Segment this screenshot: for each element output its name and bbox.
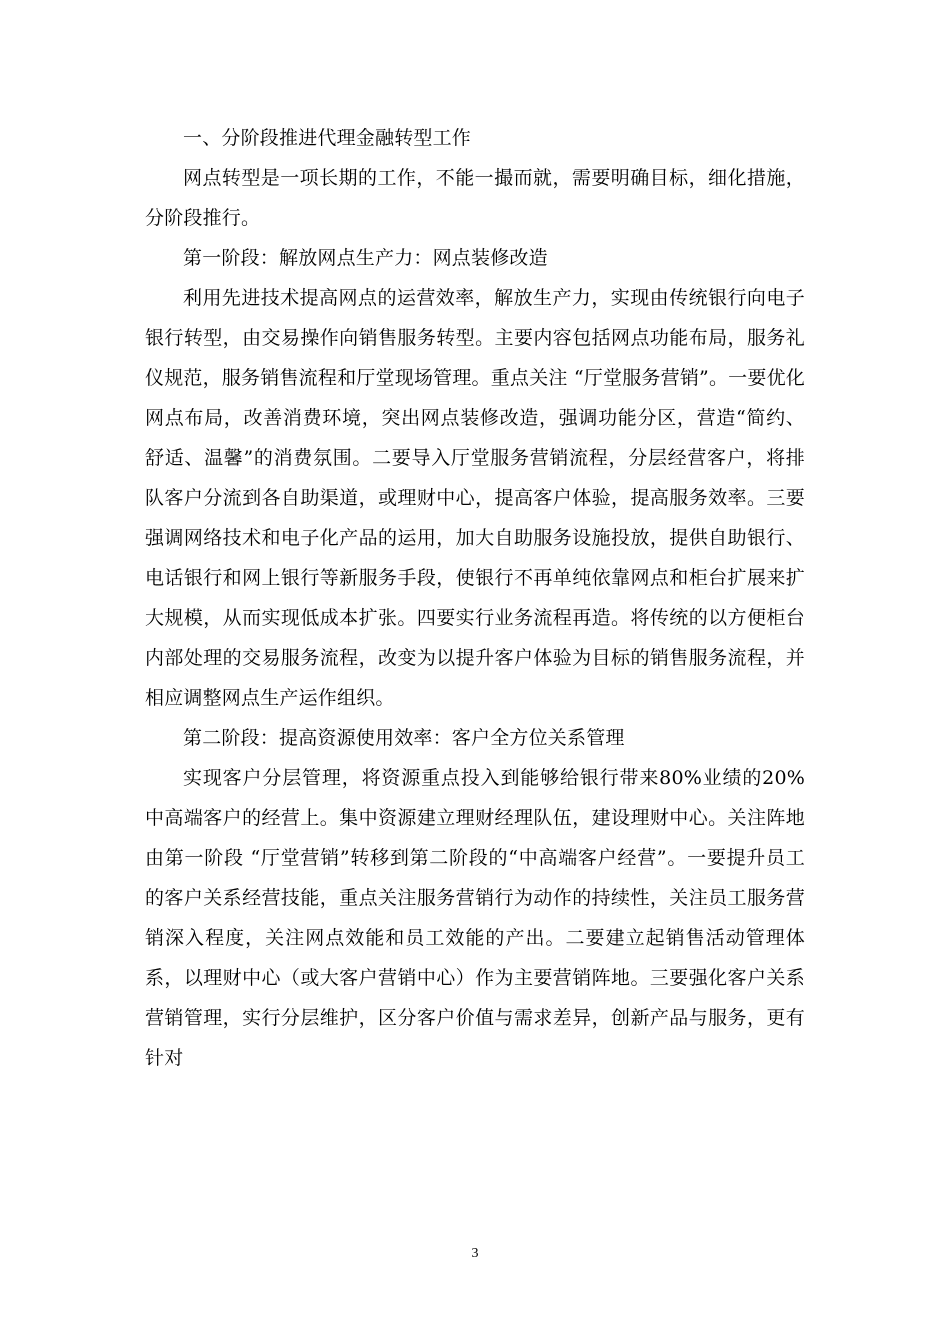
stage2-heading: 第二阶段：提高资源使用效率：客户全方位关系管理 bbox=[183, 727, 625, 749]
page-number: 3 bbox=[471, 1246, 479, 1261]
document-body bbox=[145, 118, 805, 1078]
stage2-paragraph: 实现客户分层管理，将资源重点投入到能够给银行带来80%业绩的20%中高端客户的经营上。集中资源建立理财经理队伍，建设理财中心。关注阵地由第一阶段 “厅堂营销”转移到第二阶段的“中高端客户经营”。一要提升员工的客户关系经营技能，重点关注服务营销行为动作的持续性，关注员工服务营销深入程度，关注网点效能和员工效能的产出。二要建立起销售活动管理体系，以理财中心（或大客户营销中心）作为主要营销阵地。三要强化客户关系营销管理，实行分层维护，区分客户价值与需求差异，创新产品与服务，更有针对 bbox=[145, 767, 805, 1069]
intro-paragraph: 网点转型是一项长期的工作，不能一撮而就，需要明确目标，细化措施，分阶段推行。 bbox=[145, 167, 805, 229]
section-heading: 一、分阶段推进代理金融转型工作 bbox=[183, 127, 472, 149]
stage1-heading: 第一阶段：解放网点生产力：网点装修改造 bbox=[183, 247, 548, 269]
stage1-paragraph: 利用先进技术提高网点的运营效率，解放生产力，实现由传统银行向电子银行转型，由交易操作向销售服务转型。主要内容包括网点功能布局，服务礼仪规范，服务销售流程和厅堂现场管理。重点关注 “厅堂服务营销”。一要优化网点布局，改善消费环境，突出网点装修改造，强调功能分区，营造“简约、舒适、温馨”的消费氛围。二要导入厅堂服务营销流程，分层经营客户，将排队客户分流到各自助渠道，或理财中心，提高客户体验，提高服务效率。三要强调网络技术和电子化产品的运用，加大自助服务设施投放，提供自助银行、电话银行和网上银行等新服务手段，使银行不再单纯依靠网点和柜台扩展来扩大规模，从而实现低成本扩张。四要实行业务流程再造。将传统的以方便柜台内部处理的交易服务流程，改变为以提升客户体验为目标的销售服务流程，并相应调整网点生产运作组织。 bbox=[145, 287, 805, 709]
